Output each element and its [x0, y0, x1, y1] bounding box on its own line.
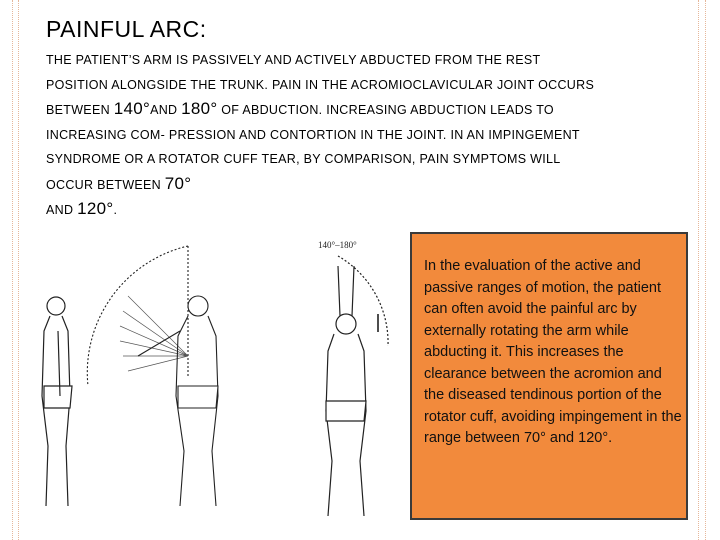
decorative-border-right-inner [698, 0, 699, 540]
figure-arc-abduction [87, 246, 218, 506]
body-paragraph [46, 48, 606, 223]
text-segment-3: AND [150, 103, 182, 117]
painful-arc-illustration [28, 236, 408, 526]
degree-140: 140° [113, 99, 151, 118]
callout-box [410, 232, 688, 520]
text-segment-7: AND [46, 203, 78, 217]
range-label-140-180: 140°–180° [318, 240, 357, 250]
text-segment-1: THE PATIENT’S ARM IS PASSIVELY AND ACTIVELY ABDUCTED FROM THE REST POSITION ALONGSIDE THE TRUNK. [46, 53, 541, 92]
decorative-border-right [705, 0, 706, 540]
text-segment-4: OF ABDUCTION. [217, 103, 327, 117]
degree-120: 120° [77, 199, 114, 218]
slide-title: PAINFUL ARC: [46, 16, 207, 42]
text-segment-8: . [113, 203, 118, 217]
figure-arm-raised [326, 256, 388, 516]
callout-text: In the evaluation of the active and passive ranges of motion, the patient can often avoid the painful arc by externally rotating the arm while abducting it. This increases the clearance between the acromion and the diseased tendinous portion of the rotator cuff, avoiding impingement in the range between 70° and 120°. [424, 258, 682, 446]
figure-standing-rest [42, 297, 72, 506]
text-segment-2: PAIN IN THE ACROMIOCLAVICULAR JOINT OCCURS BETWEEN [46, 77, 595, 117]
degree-180: 180° [181, 99, 218, 118]
degree-70: 70° [164, 173, 192, 193]
decorative-border-left [12, 0, 13, 540]
decorative-border-left-inner [18, 0, 19, 540]
text-segment-5: INCREASING ABDUCTION LEADS TO INCREASING COM- PRESSION AND CONTORTION IN THE JOINT. [46, 103, 554, 142]
text-segment-6: IN AN IMPINGEMENT SYNDROME OR A ROTATOR CUFF TEAR, BY COMPARISON, PAIN SYMPTOMS WILL OCCUR BETWEEN [46, 127, 580, 192]
